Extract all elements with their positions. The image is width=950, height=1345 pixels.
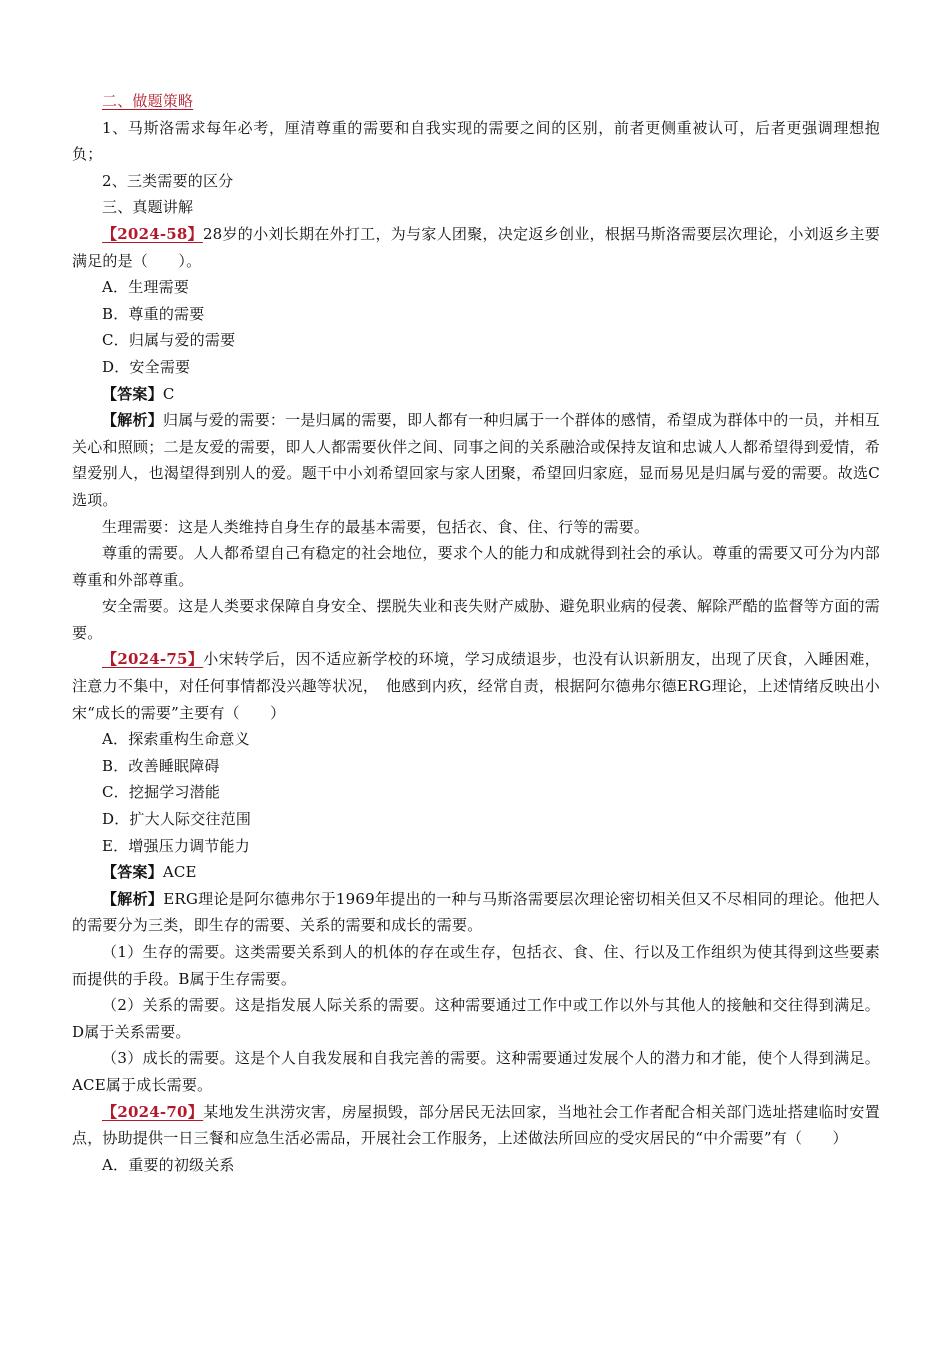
question-1-text: 28岁的小刘长期在外打工，为与家人团聚，决定返乡创业，根据马斯洛需要层次理论，小刘返乡主要满足的是（ ）。 <box>72 224 881 270</box>
question-3-tag: 【2024-70】 <box>102 1102 204 1121</box>
question-2-tag: 【2024-75】 <box>102 650 204 669</box>
question-1-analysis-text: 归属与爱的需要：一是归属的需要，即人都有一种归属于一个群体的感情，希望成为群体中的一员，并相互关心和照顾；二是友爱的需要，即人人都需要伙伴之间、同事之间的关系融洽或保持友谊和忠诚人人都希望得到爱情，希望爱别人，也渴望得到别人的爱。题干中小刘希望回家与家人团聚，希望回归家庭，显而易见是归属与爱的需要。故选C选项。 <box>72 411 880 509</box>
question-2-text: 小宋转学后，因不适应新学校的环境，学习成绩退步，也没有认识新朋友，出现了厌食，入睡困难，注意力不集中，对任何事情都没兴趣等状况， 他感到内疚，经常自责，根据阿尔德弗尔德ERG理论，上述情绪反映出小宋“成长的需要”主要有（ ） <box>72 650 880 722</box>
document-page <box>72 88 880 1178</box>
question-1-option-c: C．归属与爱的需要 <box>102 331 236 350</box>
question-1-extra-3: 安全需要。这是人类要求保障自身安全、摆脱失业和丧失财产威胁、避免职业病的侵袭、解除严酷的监督等方面的需要。 <box>72 597 880 642</box>
question-2-option-d: D．扩大人际交往范围 <box>102 810 252 829</box>
question-1-extra-2: 尊重的需要。人人都希望自己有稳定的社会地位，要求个人的能力和成就得到社会的承认。尊重的需要又可分为内部尊重和外部尊重。 <box>72 544 880 589</box>
question-1-option-b: B．尊重的需要 <box>102 304 205 323</box>
question-2-option-a: A．探索重构生命意义 <box>102 730 250 749</box>
question-1-tag: 【2024-58】 <box>102 224 203 243</box>
question-1-analysis <box>72 407 880 513</box>
question-2-stem <box>72 646 880 726</box>
question-1-option-a: A．生理需要 <box>102 278 190 297</box>
question-2-answer-value: ACE <box>162 863 197 882</box>
question-1-stem <box>72 221 880 274</box>
section-heading-text: 二、做题策略 <box>102 92 194 110</box>
subheading: 三、真题讲解 <box>102 198 194 217</box>
question-2-extra-3: （3）成长的需要。这是个人自我发展和自我完善的需要。这种需要通过发展个人的潜力和才能，使个人得到满足。ACE属于成长需要。 <box>72 1049 880 1094</box>
question-1-analysis-label: 【解析】 <box>102 411 164 430</box>
question-1-extra-1: 生理需要：这是人类维持自身生存的最基本需要，包括衣、食、住、行等的需要。 <box>102 517 650 536</box>
question-2-extra-1: （1）生存的需要。这类需要关系到人的机体的存在或生存，包括衣、食、住、行以及工作组织为使其得到这些要素而提供的手段。B属于生存需要。 <box>72 943 880 988</box>
question-2-option-b: B．改善睡眠障碍 <box>102 756 220 775</box>
question-1-answer-value: C <box>162 384 175 403</box>
strategy-item-2: 2、三类需要的区分 <box>102 171 234 190</box>
question-3-option-a: A．重要的初级关系 <box>102 1155 235 1174</box>
strategy-item-1: 1、马斯洛需求每年必考，厘清尊重的需要和自我实现的需要之间的区别，前者更侧重被认可，后者更强调理想抱负； <box>72 118 880 164</box>
question-1-option-d: D．安全需要 <box>102 357 191 376</box>
section-heading <box>72 88 880 115</box>
question-2-option-e: E．增强压力调节能力 <box>102 836 250 855</box>
question-2-analysis-text: ERG理论是阿尔德弗尔于1969年提出的一种与马斯洛需要层次理论密切相关但又不尽相同的理论。他把人的需要分为三类，即生存的需要、关系的需要和成长的需要。 <box>72 889 880 935</box>
question-2-analysis <box>72 886 880 939</box>
question-2-answer-label: 【答案】 <box>102 863 163 882</box>
question-1-answer-label: 【答案】 <box>102 384 163 403</box>
question-2-option-c: C．挖掘学习潜能 <box>102 783 221 802</box>
question-2-analysis-label: 【解析】 <box>102 889 164 908</box>
question-3-text: 某地发生洪涝灾害，房屋损毁，部分居民无法回家，当地社会工作者配合相关部门选址搭建临时安置点，协助提供一日三餐和应急生活必需品，开展社会工作服务，上述做法所回应的受灾居民的“中介需要”有（ ） <box>72 1102 880 1148</box>
question-3-stem <box>72 1099 880 1152</box>
question-2-extra-2: （2）关系的需要。这是指发展人际关系的需要。这种需要通过工作中或工作以外与其他人的接触和交往得到满足。D属于关系需要。 <box>72 996 880 1041</box>
question-1-answer <box>72 381 880 408</box>
question-2-answer <box>72 859 880 886</box>
